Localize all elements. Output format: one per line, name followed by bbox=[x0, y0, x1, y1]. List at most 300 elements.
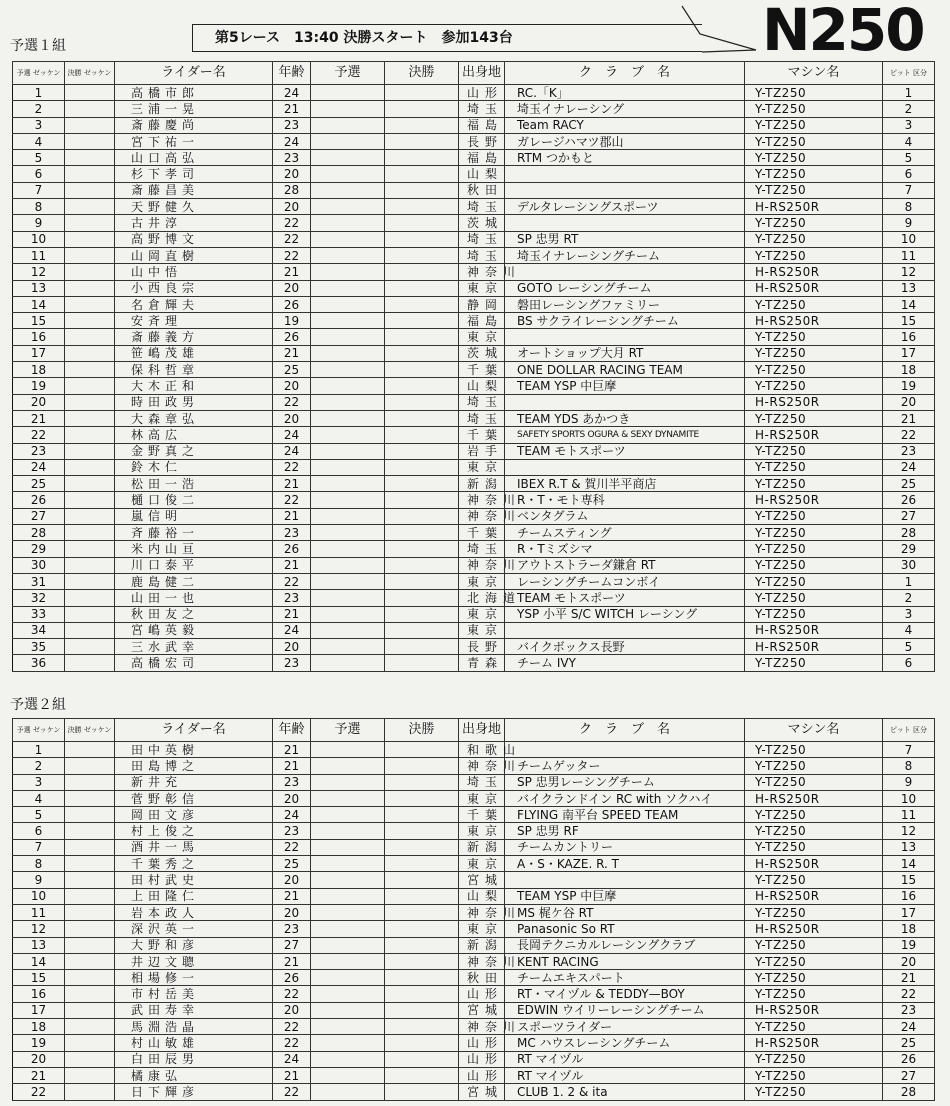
origin-prefecture: 静岡 bbox=[459, 296, 505, 312]
club-name: TEAM モトスポーツ bbox=[505, 590, 745, 606]
origin-prefecture: 東京 bbox=[459, 606, 505, 622]
club-name: チームゲッター bbox=[505, 758, 745, 774]
pit-section: 24 bbox=[883, 1019, 935, 1035]
origin-prefecture: 神奈川 bbox=[459, 758, 505, 774]
machine-name: Y-TZ250 bbox=[745, 329, 883, 345]
qualifying-result bbox=[311, 921, 385, 937]
qualifying-result bbox=[311, 807, 385, 823]
final-number bbox=[65, 1002, 115, 1018]
origin-prefecture: 埼玉 bbox=[459, 394, 505, 410]
origin-prefecture: 東京 bbox=[459, 280, 505, 296]
origin-prefecture: 岩手 bbox=[459, 443, 505, 459]
final-result bbox=[385, 937, 459, 953]
rider-age: 22 bbox=[273, 247, 311, 263]
machine-name: Y-TZ250 bbox=[745, 231, 883, 247]
origin-prefecture: 福島 bbox=[459, 117, 505, 133]
machine-name: Y-TZ250 bbox=[745, 247, 883, 263]
machine-name: Y-TZ250 bbox=[745, 541, 883, 557]
entry-number: 8 bbox=[13, 199, 65, 215]
col-machine: マシン名 bbox=[745, 719, 883, 742]
club-name: GOTO レーシングチーム bbox=[505, 280, 745, 296]
rider-age: 21 bbox=[273, 606, 311, 622]
table-row bbox=[13, 345, 935, 361]
col-club: ク ラ ブ 名 bbox=[505, 62, 745, 85]
pit-section: 2 bbox=[883, 590, 935, 606]
qualifying-result bbox=[311, 459, 385, 475]
final-number bbox=[65, 921, 115, 937]
table-row bbox=[13, 888, 935, 904]
entry-number: 2 bbox=[13, 758, 65, 774]
rider-age: 23 bbox=[273, 774, 311, 790]
rider-name: 日下輝彦 bbox=[115, 1084, 273, 1100]
entry-number: 6 bbox=[13, 166, 65, 182]
origin-prefecture: 埼玉 bbox=[459, 101, 505, 117]
rider-age: 20 bbox=[273, 639, 311, 655]
origin-prefecture: 新潟 bbox=[459, 839, 505, 855]
rider-name: 山岡直樹 bbox=[115, 247, 273, 263]
qualifying-result bbox=[311, 986, 385, 1002]
rider-age: 26 bbox=[273, 329, 311, 345]
origin-prefecture: 千葉 bbox=[459, 525, 505, 541]
machine-name: H-RS250R bbox=[745, 622, 883, 638]
group2-table bbox=[12, 718, 935, 1101]
club-name: R・Tミズシマ bbox=[505, 541, 745, 557]
origin-prefecture: 東京 bbox=[459, 459, 505, 475]
entry-number: 20 bbox=[13, 1051, 65, 1067]
qualifying-result bbox=[311, 427, 385, 443]
col-yosen-zekken: 予選 ゼッケン bbox=[13, 719, 65, 742]
entry-number: 17 bbox=[13, 345, 65, 361]
entry-number: 26 bbox=[13, 492, 65, 508]
rider-name: 大森章弘 bbox=[115, 410, 273, 426]
origin-prefecture: 福島 bbox=[459, 150, 505, 166]
rider-age: 21 bbox=[273, 557, 311, 573]
table-row bbox=[13, 133, 935, 149]
table-row bbox=[13, 410, 935, 426]
qualifying-result bbox=[311, 758, 385, 774]
pit-section: 1 bbox=[883, 573, 935, 589]
rider-name: 斉藤裕一 bbox=[115, 525, 273, 541]
origin-prefecture: 山梨 bbox=[459, 378, 505, 394]
qualifying-result bbox=[311, 590, 385, 606]
machine-name: Y-TZ250 bbox=[745, 215, 883, 231]
table-row bbox=[13, 492, 935, 508]
club-name bbox=[505, 182, 745, 198]
rider-name: 大木正和 bbox=[115, 378, 273, 394]
col-club: ク ラ ブ 名 bbox=[505, 719, 745, 742]
pit-section: 22 bbox=[883, 427, 935, 443]
pit-section: 17 bbox=[883, 345, 935, 361]
pit-section: 22 bbox=[883, 986, 935, 1002]
pit-section: 1 bbox=[883, 85, 935, 101]
table-row bbox=[13, 1067, 935, 1083]
rider-age: 26 bbox=[273, 541, 311, 557]
pit-section: 16 bbox=[883, 888, 935, 904]
machine-name: Y-TZ250 bbox=[745, 476, 883, 492]
machine-name: H-RS250R bbox=[745, 856, 883, 872]
qualifying-result bbox=[311, 774, 385, 790]
qualifying-result bbox=[311, 573, 385, 589]
club-name: チームスティング bbox=[505, 525, 745, 541]
rider-name: 三水武幸 bbox=[115, 639, 273, 655]
entry-number: 11 bbox=[13, 247, 65, 263]
rider-name: 村上俊之 bbox=[115, 823, 273, 839]
rider-age: 22 bbox=[273, 492, 311, 508]
table-row bbox=[13, 476, 935, 492]
qualifying-result bbox=[311, 280, 385, 296]
qualifying-result bbox=[311, 85, 385, 101]
final-result bbox=[385, 1035, 459, 1051]
table-row bbox=[13, 541, 935, 557]
rider-name: 保科哲章 bbox=[115, 362, 273, 378]
machine-name: Y-TZ250 bbox=[745, 937, 883, 953]
pit-section: 21 bbox=[883, 970, 935, 986]
origin-prefecture: 新潟 bbox=[459, 937, 505, 953]
club-name: RT・マイヅル & TEDDY—BOY bbox=[505, 986, 745, 1002]
machine-name: Y-TZ250 bbox=[745, 133, 883, 149]
pit-section: 10 bbox=[883, 790, 935, 806]
final-number bbox=[65, 655, 115, 671]
entry-number: 33 bbox=[13, 606, 65, 622]
rider-age: 20 bbox=[273, 166, 311, 182]
qualifying-result bbox=[311, 970, 385, 986]
machine-name: Y-TZ250 bbox=[745, 150, 883, 166]
rider-name: 山田一也 bbox=[115, 590, 273, 606]
qualifying-result bbox=[311, 345, 385, 361]
origin-prefecture: 神奈川 bbox=[459, 508, 505, 524]
rider-age: 24 bbox=[273, 85, 311, 101]
pit-section: 9 bbox=[883, 215, 935, 231]
final-number bbox=[65, 492, 115, 508]
machine-name: Y-TZ250 bbox=[745, 1051, 883, 1067]
club-name bbox=[505, 394, 745, 410]
machine-name: H-RS250R bbox=[745, 790, 883, 806]
pit-section: 30 bbox=[883, 557, 935, 573]
entry-number: 10 bbox=[13, 231, 65, 247]
entry-number: 7 bbox=[13, 182, 65, 198]
pit-section: 11 bbox=[883, 807, 935, 823]
rider-name: 斎藤慶尚 bbox=[115, 117, 273, 133]
pit-section: 8 bbox=[883, 758, 935, 774]
final-result bbox=[385, 823, 459, 839]
rider-age: 24 bbox=[273, 427, 311, 443]
rider-age: 27 bbox=[273, 937, 311, 953]
final-number bbox=[65, 101, 115, 117]
pit-section: 2 bbox=[883, 101, 935, 117]
qualifying-result bbox=[311, 655, 385, 671]
origin-prefecture: 宮城 bbox=[459, 1002, 505, 1018]
final-result bbox=[385, 247, 459, 263]
club-name: SAFETY SPORTS OGURA & SEXY DYNAMITE bbox=[505, 427, 745, 443]
table-row bbox=[13, 742, 935, 758]
final-result bbox=[385, 231, 459, 247]
machine-name: Y-TZ250 bbox=[745, 525, 883, 541]
machine-name: Y-TZ250 bbox=[745, 85, 883, 101]
table-row bbox=[13, 1084, 935, 1100]
table-row bbox=[13, 872, 935, 888]
table-row bbox=[13, 443, 935, 459]
entry-number: 8 bbox=[13, 856, 65, 872]
entry-number: 20 bbox=[13, 394, 65, 410]
final-result bbox=[385, 953, 459, 969]
rider-name: 高野博文 bbox=[115, 231, 273, 247]
rider-age: 22 bbox=[273, 573, 311, 589]
rider-age: 21 bbox=[273, 101, 311, 117]
qualifying-result bbox=[311, 1067, 385, 1083]
race-info-header: 第5レース 13:40 決勝スタート 参加143台 bbox=[192, 24, 702, 52]
entry-number: 14 bbox=[13, 953, 65, 969]
qualifying-result bbox=[311, 525, 385, 541]
rider-name: 安斉理 bbox=[115, 313, 273, 329]
qualifying-result bbox=[311, 541, 385, 557]
origin-prefecture: 埼玉 bbox=[459, 774, 505, 790]
machine-name: Y-TZ250 bbox=[745, 345, 883, 361]
final-number bbox=[65, 774, 115, 790]
rider-age: 22 bbox=[273, 394, 311, 410]
rider-age: 20 bbox=[273, 790, 311, 806]
final-result bbox=[385, 742, 459, 758]
qualifying-result bbox=[311, 247, 385, 263]
entry-number: 9 bbox=[13, 872, 65, 888]
final-number bbox=[65, 758, 115, 774]
qualifying-result bbox=[311, 313, 385, 329]
class-title: N250 bbox=[762, 0, 924, 64]
table-row bbox=[13, 85, 935, 101]
rider-name: 上田隆仁 bbox=[115, 888, 273, 904]
origin-prefecture: 東京 bbox=[459, 921, 505, 937]
machine-name: Y-TZ250 bbox=[745, 166, 883, 182]
machine-name: Y-TZ250 bbox=[745, 410, 883, 426]
entry-number: 16 bbox=[13, 329, 65, 345]
machine-name: H-RS250R bbox=[745, 394, 883, 410]
club-name: RT マイヅル bbox=[505, 1051, 745, 1067]
qualifying-result bbox=[311, 1002, 385, 1018]
rider-name: 田村武史 bbox=[115, 872, 273, 888]
col-origin: 出身地 bbox=[459, 719, 505, 742]
origin-prefecture: 北海道 bbox=[459, 590, 505, 606]
club-name: RT マイヅル bbox=[505, 1067, 745, 1083]
qualifying-result bbox=[311, 872, 385, 888]
table-row bbox=[13, 823, 935, 839]
entry-number: 30 bbox=[13, 557, 65, 573]
qualifying-result bbox=[311, 150, 385, 166]
club-name: 埼玉イナレーシングチーム bbox=[505, 247, 745, 263]
final-result bbox=[385, 774, 459, 790]
rider-name: 三浦一晃 bbox=[115, 101, 273, 117]
origin-prefecture: 山梨 bbox=[459, 166, 505, 182]
machine-name: H-RS250R bbox=[745, 280, 883, 296]
col-age: 年齢 bbox=[273, 62, 311, 85]
qualifying-result bbox=[311, 117, 385, 133]
table-row bbox=[13, 573, 935, 589]
rider-age: 28 bbox=[273, 182, 311, 198]
club-name bbox=[505, 622, 745, 638]
table-row bbox=[13, 508, 935, 524]
origin-prefecture: 山形 bbox=[459, 85, 505, 101]
final-number bbox=[65, 1084, 115, 1100]
rider-name: 小西良宗 bbox=[115, 280, 273, 296]
origin-prefecture: 秋田 bbox=[459, 182, 505, 198]
final-result bbox=[385, 329, 459, 345]
entry-number: 24 bbox=[13, 459, 65, 475]
club-name: バイクボックス長野 bbox=[505, 639, 745, 655]
table-row bbox=[13, 313, 935, 329]
club-name: 埼玉イナレーシング bbox=[505, 101, 745, 117]
group2-label: 予選２組 bbox=[10, 697, 66, 713]
rider-name: 金野真之 bbox=[115, 443, 273, 459]
final-number bbox=[65, 622, 115, 638]
final-result bbox=[385, 1051, 459, 1067]
rider-age: 21 bbox=[273, 345, 311, 361]
table-row bbox=[13, 264, 935, 280]
machine-name: Y-TZ250 bbox=[745, 590, 883, 606]
qualifying-result bbox=[311, 231, 385, 247]
qualifying-result bbox=[311, 790, 385, 806]
pit-section: 20 bbox=[883, 394, 935, 410]
entry-number: 11 bbox=[13, 904, 65, 920]
qualifying-result bbox=[311, 182, 385, 198]
final-result bbox=[385, 427, 459, 443]
rider-age: 24 bbox=[273, 133, 311, 149]
entry-number: 28 bbox=[13, 525, 65, 541]
final-number bbox=[65, 606, 115, 622]
pit-section: 14 bbox=[883, 296, 935, 312]
table-row bbox=[13, 329, 935, 345]
machine-name: Y-TZ250 bbox=[745, 1067, 883, 1083]
rider-name: 嵐信明 bbox=[115, 508, 273, 524]
table-row bbox=[13, 215, 935, 231]
origin-prefecture: 山梨 bbox=[459, 888, 505, 904]
final-number bbox=[65, 904, 115, 920]
final-result bbox=[385, 394, 459, 410]
pit-section: 5 bbox=[883, 639, 935, 655]
machine-name: H-RS250R bbox=[745, 1002, 883, 1018]
pit-section: 13 bbox=[883, 280, 935, 296]
final-result bbox=[385, 888, 459, 904]
origin-prefecture: 千葉 bbox=[459, 427, 505, 443]
rider-name: 相場修一 bbox=[115, 970, 273, 986]
col-rider: ライダー名 bbox=[115, 62, 273, 85]
pit-section: 28 bbox=[883, 525, 935, 541]
machine-name: H-RS250R bbox=[745, 313, 883, 329]
final-result bbox=[385, 790, 459, 806]
final-number bbox=[65, 476, 115, 492]
pit-section: 18 bbox=[883, 362, 935, 378]
qualifying-result bbox=[311, 443, 385, 459]
final-result bbox=[385, 872, 459, 888]
rider-name: 天野健久 bbox=[115, 199, 273, 215]
final-number bbox=[65, 215, 115, 231]
rider-age: 22 bbox=[273, 1035, 311, 1051]
table-row bbox=[13, 557, 935, 573]
entry-number: 27 bbox=[13, 508, 65, 524]
entry-number: 5 bbox=[13, 807, 65, 823]
rider-name: 斎藤昌美 bbox=[115, 182, 273, 198]
col-yosen-zekken: 予選 ゼッケン bbox=[13, 62, 65, 85]
entry-number: 17 bbox=[13, 1002, 65, 1018]
final-number bbox=[65, 937, 115, 953]
final-result bbox=[385, 362, 459, 378]
rider-age: 24 bbox=[273, 807, 311, 823]
club-name: バイクランドイン RC with ソクハイ bbox=[505, 790, 745, 806]
qualifying-result bbox=[311, 492, 385, 508]
rider-name: 馬淵浩晶 bbox=[115, 1019, 273, 1035]
final-result bbox=[385, 459, 459, 475]
rider-name: 岡田文彦 bbox=[115, 807, 273, 823]
final-number bbox=[65, 133, 115, 149]
final-result bbox=[385, 280, 459, 296]
club-name bbox=[505, 215, 745, 231]
final-number bbox=[65, 247, 115, 263]
final-result bbox=[385, 133, 459, 149]
final-number bbox=[65, 199, 115, 215]
table-row bbox=[13, 839, 935, 855]
rider-age: 21 bbox=[273, 264, 311, 280]
origin-prefecture: 和歌山 bbox=[459, 742, 505, 758]
pit-section: 19 bbox=[883, 378, 935, 394]
machine-name: Y-TZ250 bbox=[745, 953, 883, 969]
final-number bbox=[65, 823, 115, 839]
pit-section: 27 bbox=[883, 508, 935, 524]
machine-name: Y-TZ250 bbox=[745, 557, 883, 573]
table-row bbox=[13, 296, 935, 312]
club-name: TEAM YSP 中巨摩 bbox=[505, 378, 745, 394]
entry-number: 1 bbox=[13, 742, 65, 758]
table-row bbox=[13, 606, 935, 622]
club-name: ガレージハマツ郡山 bbox=[505, 133, 745, 149]
final-result bbox=[385, 573, 459, 589]
origin-prefecture: 神奈川 bbox=[459, 953, 505, 969]
rider-age: 22 bbox=[273, 459, 311, 475]
table-row bbox=[13, 427, 935, 443]
entry-number: 1 bbox=[13, 85, 65, 101]
qualifying-result bbox=[311, 953, 385, 969]
table-row bbox=[13, 378, 935, 394]
entry-number: 13 bbox=[13, 937, 65, 953]
final-result bbox=[385, 541, 459, 557]
pit-section: 7 bbox=[883, 182, 935, 198]
club-name: IBEX R.T & 賀川半平商店 bbox=[505, 476, 745, 492]
entry-number: 22 bbox=[13, 1084, 65, 1100]
final-number bbox=[65, 872, 115, 888]
rider-name: 田中英樹 bbox=[115, 742, 273, 758]
machine-name: Y-TZ250 bbox=[745, 378, 883, 394]
table-row bbox=[13, 199, 935, 215]
entry-number: 15 bbox=[13, 313, 65, 329]
origin-prefecture: 秋田 bbox=[459, 970, 505, 986]
qualifying-result bbox=[311, 329, 385, 345]
entry-number: 19 bbox=[13, 1035, 65, 1051]
machine-name: Y-TZ250 bbox=[745, 1084, 883, 1100]
table-row bbox=[13, 655, 935, 671]
machine-name: Y-TZ250 bbox=[745, 573, 883, 589]
rider-age: 21 bbox=[273, 758, 311, 774]
table-row bbox=[13, 758, 935, 774]
entry-number: 7 bbox=[13, 839, 65, 855]
pit-section: 8 bbox=[883, 199, 935, 215]
machine-name: Y-TZ250 bbox=[745, 742, 883, 758]
qualifying-result bbox=[311, 839, 385, 855]
table-row bbox=[13, 280, 935, 296]
club-name: TEAM YSP 中巨摩 bbox=[505, 888, 745, 904]
final-number bbox=[65, 296, 115, 312]
pit-section: 25 bbox=[883, 1035, 935, 1051]
final-result bbox=[385, 639, 459, 655]
final-result bbox=[385, 525, 459, 541]
machine-name: Y-TZ250 bbox=[745, 758, 883, 774]
entry-number: 36 bbox=[13, 655, 65, 671]
table-row bbox=[13, 1019, 935, 1035]
